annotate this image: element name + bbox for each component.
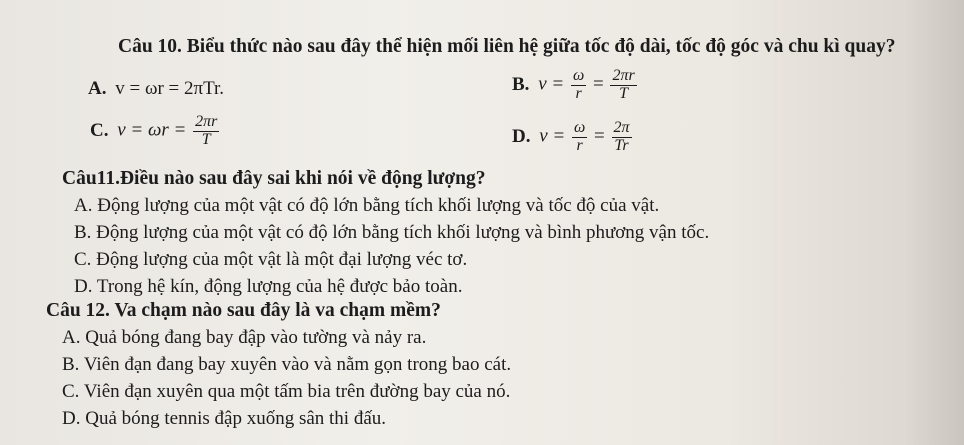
q12-option-a: A. Quả bóng đang bay đập vào tường và nảy ra. (62, 327, 427, 348)
numerator: 2π (613, 119, 630, 136)
denominator: Tr (614, 136, 629, 154)
q10-option-a-formula: v = ωr = 2πTr. (115, 78, 225, 99)
denominator: r (575, 84, 582, 102)
formula-lhs: v = (539, 125, 566, 147)
q10-option-c (90, 114, 221, 149)
option-label: B. (512, 73, 530, 95)
q11-option-d: D. Trong hệ kín, động lượng của hệ được bảo toàn. (74, 276, 463, 297)
q11-option-b: B. Động lượng của một vật có độ lớn bằng tích khối lượng và bình phương vận tốc. (74, 222, 710, 243)
question-12-title: Câu 12. Va chạm nào sau đây là va chạm mềm? (46, 300, 441, 321)
q11-option-a: A. Động lượng của một vật có độ lớn bằng tích khối lượng và tốc độ của vật. (74, 195, 660, 216)
question-11-title: Câu11.Điều nào sau đây sai khi nói về động lượng? (62, 168, 486, 189)
denominator: r (576, 136, 583, 154)
fraction-omega-over-r (571, 68, 586, 103)
denominator: T (201, 130, 211, 148)
q11-option-c: C. Động lượng của một vật là một đại lượng véc tơ. (74, 249, 468, 270)
q10-option-d (512, 120, 634, 155)
equals-sign: = (594, 125, 605, 147)
numerator: ω (572, 67, 585, 84)
q12-option-c: C. Viên đạn xuyên qua một tấm bia trên đường bay của nó. (62, 381, 511, 402)
numerator: 2πr (612, 67, 635, 84)
q10-option-a (88, 78, 224, 100)
equals-sign: = (593, 73, 604, 95)
page-edge-shadow (904, 0, 964, 445)
fraction-omega-over-r (572, 120, 587, 155)
denominator: T (619, 84, 629, 102)
formula-lhs: v = (538, 73, 565, 95)
q12-option-b: B. Viên đạn đang bay xuyên vào và nằm gọn trong bao cát. (62, 354, 512, 375)
q12-option-d: D. Quả bóng tennis đập xuống sân thi đấu. (62, 408, 387, 429)
fraction-2pir-over-T (610, 68, 636, 103)
option-label: C. (90, 119, 109, 141)
option-label: D. (512, 125, 531, 147)
formula-lhs: v = ωr = (117, 119, 187, 141)
numerator: 2πr (195, 113, 218, 130)
fraction-2pir-over-T (193, 114, 219, 149)
question-10-title: Câu 10. Biểu thức nào sau đây thể hiện mối liên hệ giữa tốc độ dài, tốc độ góc và chu kì quay? (118, 36, 896, 57)
q10-option-b (512, 68, 639, 103)
option-label: A. (88, 78, 107, 99)
numerator: ω (574, 119, 586, 136)
fraction-2pi-over-Tr (612, 120, 632, 155)
